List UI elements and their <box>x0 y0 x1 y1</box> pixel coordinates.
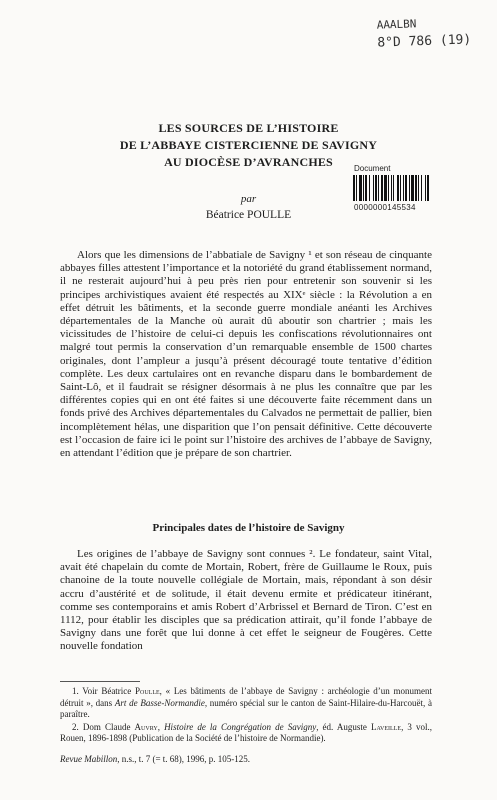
author-first-name: Béatrice <box>205 209 248 221</box>
footnote-2-text-c: , éd. Auguste <box>316 721 371 732</box>
journal-name: Revue Mabillon <box>60 754 118 764</box>
footnote-2-title: Histoire de la Congrégation de Savigny <box>164 721 317 732</box>
title-line-2: DE L’ABBAYE CISTERCIENNE DE SAVIGNY <box>119 138 378 152</box>
shelfmark-line-2: 8°D 786 (19) <box>377 32 472 51</box>
intro-paragraph: Alors que les dimensions de l’abbatiale de Savigny ¹ et son réseau de cinquante abbayes filles attestent l’importance et la notoriété du grand établissement normand, il ne resterait aujourd’hui à peu près rien pour entretenir son souvenir si les principes archivistiques avaient été respectés au XIXᵉ siècle : la Révolution a en effet détruit les bâtiments, et la seconde guerre mondiale anéanti les Archives départementales de la Manche où aurait dû aboutir son chartrier ; mais les vicissitudes de l’histoire de celui-ci depuis les confiscations révolutionnaires ont malgré tout permis la conservation d’un remarquable ensemble de 1500 chartes originales, dont l’ampleur a jusqu’à présent découragé toute tentative d’édition complète. Les deux cartulaires ont en revanche disparu dans le bombardement de Saint-Lô, et il faudrait se résigner désormais à ne plus les connaître que par les différentes copies qui en ont été faites si une découverte faite récemment dans un fonds privé des Archives départementales du Calvados ne permettait de pallier, bien incomplètement hélas, une disparition que l’on pensait définitive. Cette découverte est l’occasion de faire ici le point sur l’histoire des archives de l’abbaye de Savigny, en attendant l’édition que je prépare de son chartrier. <box>60 249 432 460</box>
footnote-1 <box>60 686 432 721</box>
footnote-2-author: Auvry <box>134 721 158 732</box>
footnote-2 <box>60 722 432 745</box>
byline-par: par <box>240 193 257 205</box>
handwritten-shelfmark <box>376 12 471 53</box>
footnote-1-text-a: 1. Voir Béatrice <box>72 686 135 696</box>
author-last-name: POULLE <box>247 209 292 221</box>
shelfmark-line-1: AAALBN <box>376 17 417 32</box>
footnote-2-text-b: , <box>157 721 165 732</box>
section-heading: Principales dates de l’histoire de Savigny <box>152 522 345 534</box>
journal-details: , n.s., t. 7 (= t. 68), 1996, p. 105-125. <box>117 754 251 764</box>
journal-citation <box>60 754 440 764</box>
section-body <box>60 548 432 654</box>
title-line-3: AU DIOCÈSE D’AVRANCHES <box>164 155 333 169</box>
author-name <box>0 209 497 221</box>
barcode-number: 0000000145534 <box>354 203 416 212</box>
footnote-2-text-d: , 3 vol., Rouen, 1896-1898 (Publication de la Société de l’histoire de Normandie). <box>60 721 433 743</box>
title-line-1: LES SOURCES DE L’HISTOIRE <box>158 121 339 135</box>
footnote-1-title: Art de Basse-Normandie <box>114 697 205 708</box>
footnote-2-text-a: 2. Dom Claude <box>72 721 135 732</box>
footnote-2-editor: Laveille <box>371 721 402 732</box>
footnote-1-author: Poulle <box>135 686 160 696</box>
footnote-1-text-b: , « Les bâtiments de l’abbaye de Savigny : archéologie d’un monument détruit », dans <box>60 686 432 708</box>
footnote-rule <box>60 681 140 682</box>
section-paragraph: Les origines de l’abbaye de Savigny sont connues ². Le fondateur, saint Vital, avait été chapelain du comte de Mortain, Robert, frère de Guillaume le Roux, puis chanoine de la toute nouvelle collégiale de Mortain, mais, répondant à son désir accru d’austérité et de solitude, il était devenu ermite et prédicateur itinérant, comme ses contemporains et amis Robert d’Arbrissel et Bernard de Tiron. C’est en 1112, pour établir les disciples que sa prédication attirait, qu’il fonde l’abbaye de Savigny dans une forêt que lui donne à cet effet le seigneur de Fougères. Cette nouvelle fondation <box>60 548 432 653</box>
footnote-1-text-c: , numéro spécial sur le canton de Saint-Hilaire-du-Harcouët, à paraître. <box>60 697 432 719</box>
barcode-label: Document <box>354 164 391 173</box>
footnotes <box>60 686 432 745</box>
